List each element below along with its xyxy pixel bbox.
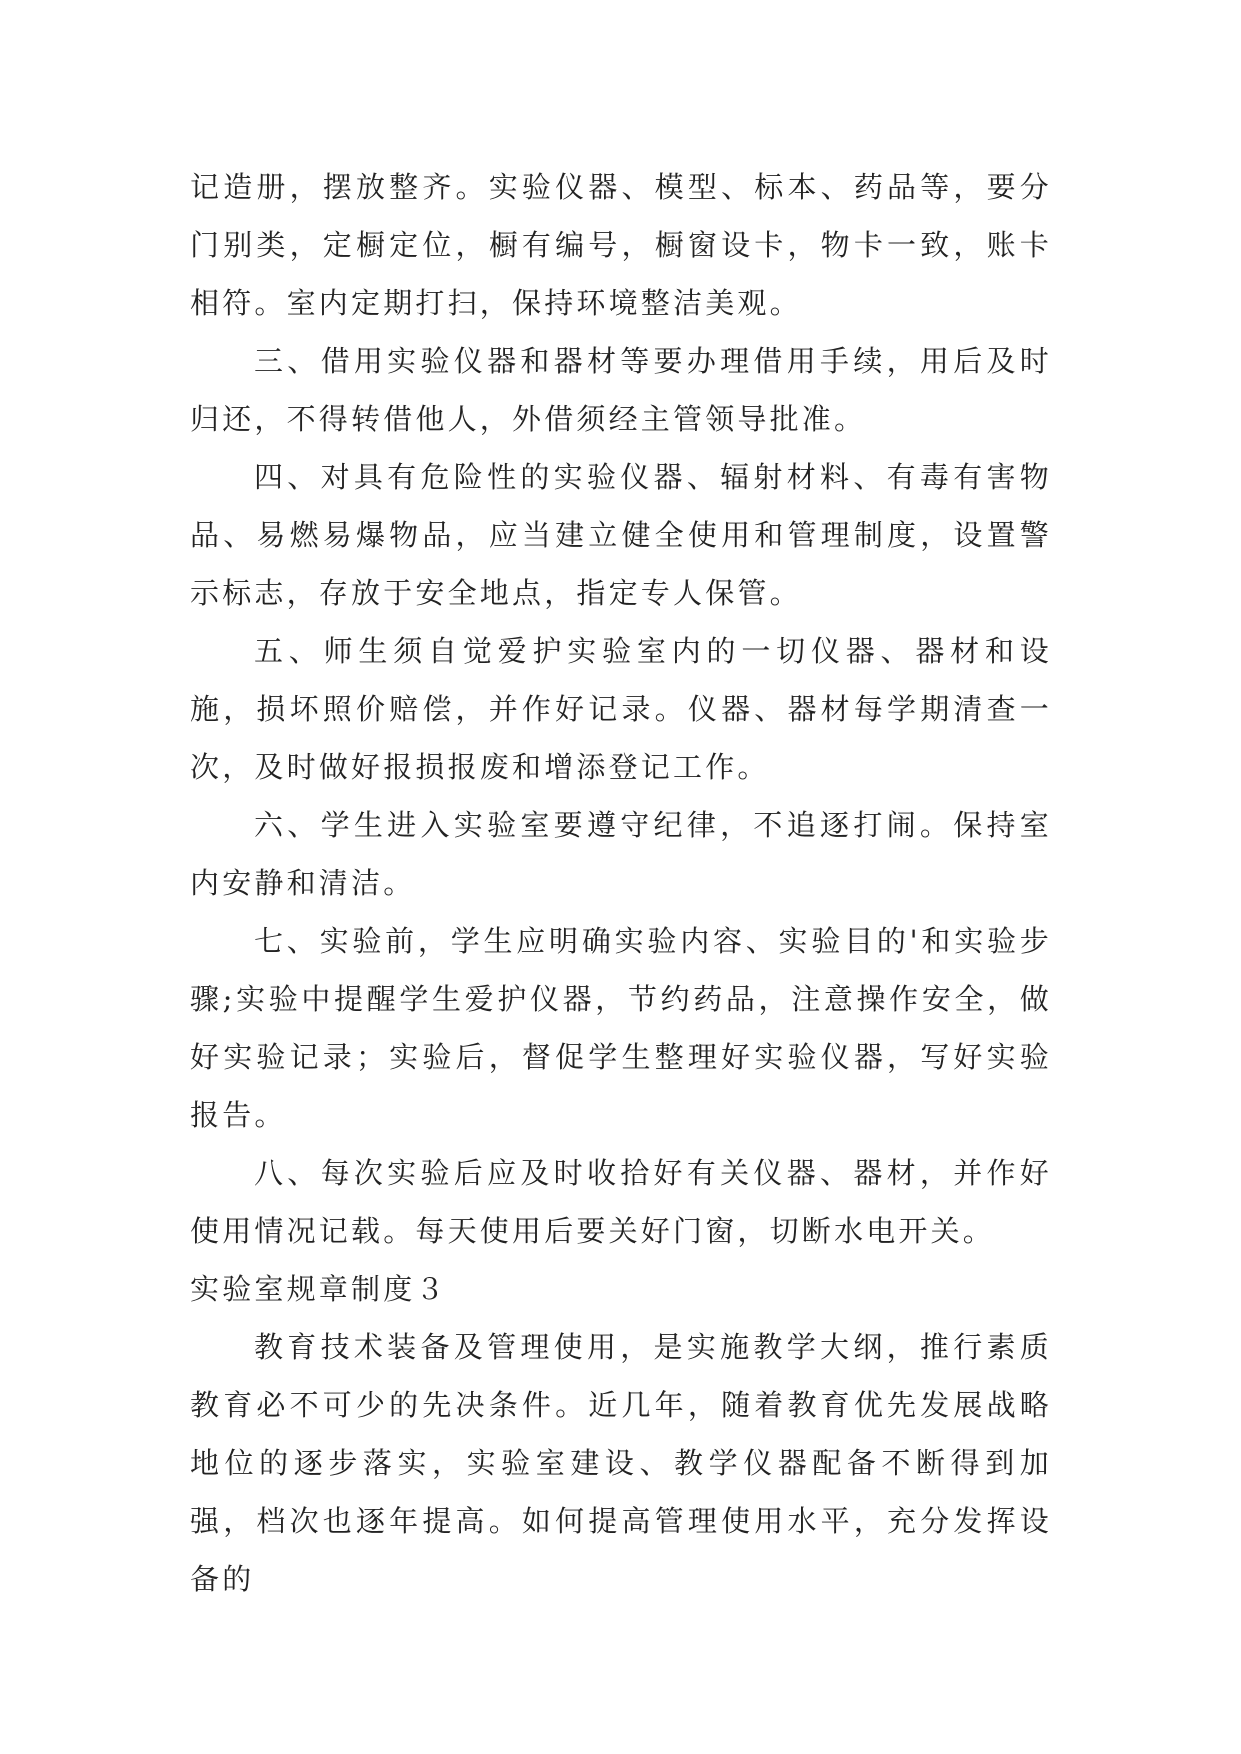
paragraph-rule-8: 八、每次实验后应及时收拾好有关仪器、器材，并作好使用情况记载。每天使用后要关好门窗，切断水电开关。 [190,1156,1052,1248]
paragraph-continuation: 记造册，摆放整齐。实验仪器、模型、标本、药品等，要分门别类，定橱定位，橱有编号，橱窗设卡，物卡一致，账卡相符。室内定期打扫，保持环境整洁美观。 [190,170,1052,320]
paragraph-rule-6: 六、学生进入实验室要遵守纪律，不追逐打闹。保持室内安静和清洁。 [190,808,1052,900]
section-heading: 实验室规章制度３ [190,1272,448,1306]
paragraph-rule-4: 四、对具有危险性的实验仪器、辐射材料、有毒有害物品、易燃易爆物品，应当建立健全使用和管理制度，设置警示标志，存放于安全地点，指定专人保管。 [190,460,1052,610]
paragraph-rule-7: 七、实验前，学生应明确实验内容、实验目的'和实验步骤;实验中提醒学生爱护仪器，节约药品，注意操作安全，做好实验记录；实验后，督促学生整理好实验仪器，写好实验报告。 [190,924,1052,1132]
document-body [190,158,1052,1608]
paragraph-rule-3: 三、借用实验仪器和器材等要办理借用手续，用后及时归还，不得转借他人，外借须经主管领导批准。 [190,344,1052,436]
paragraph-rule-5: 五、师生须自觉爱护实验室内的一切仪器、器材和设施，损坏照价赔偿，并作好记录。仪器、器材每学期清查一次，及时做好报损报废和增添登记工作。 [190,634,1052,784]
paragraph-intro: 教育技术装备及管理使用，是实施教学大纲，推行素质教育必不可少的先决条件。近几年，随着教育优先发展战略地位的逐步落实，实验室建设、教学仪器配备不断得到加强，档次也逐年提高。如何提高管理使用水平，充分发挥设备的 [190,1330,1052,1596]
